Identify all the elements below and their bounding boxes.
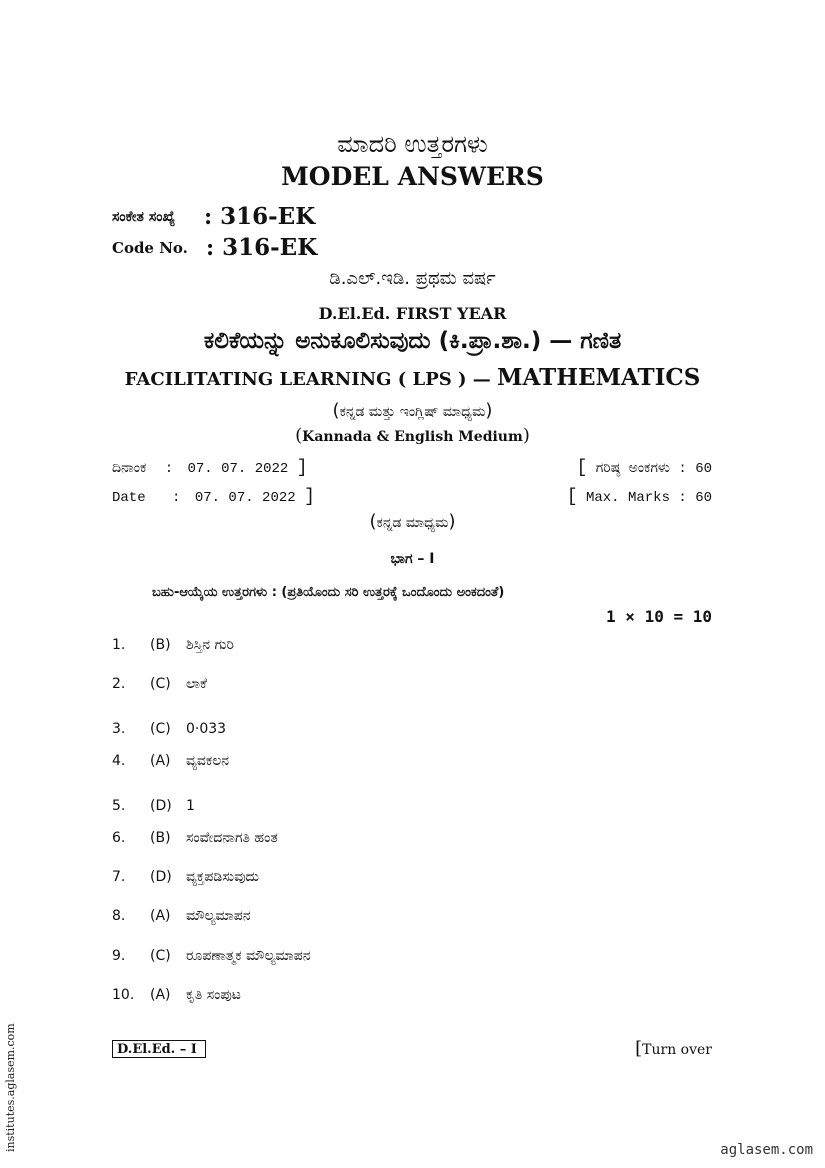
section-marks: 1 × 10 = 10 <box>606 607 712 626</box>
date-label-english: Date <box>112 490 146 506</box>
answer-row <box>112 798 195 814</box>
code-value: 316-EK <box>220 203 316 230</box>
max-marks-value: 60 <box>695 490 712 506</box>
answer-text: ವ್ಯಕ್ತಪಡಿಸುವುದು <box>186 869 259 885</box>
date-separator: : <box>172 490 181 506</box>
code-colon: : <box>204 203 213 230</box>
date-label-kannada: ದಿನಾಂಕ <box>112 461 147 477</box>
site-watermark: aglasem.com <box>720 1142 813 1158</box>
english-date: Date : 07. 07. 2022 ] <box>112 487 315 507</box>
answer-number: 8. <box>112 908 126 924</box>
answer-row <box>112 948 311 964</box>
english-subject-main: MATHEMATICS <box>497 364 701 391</box>
answer-option: (D) <box>150 798 172 814</box>
code-label-english: Code No. <box>112 238 188 257</box>
answer-row <box>112 676 207 692</box>
answer-row <box>112 987 241 1003</box>
answer-number: 1. <box>112 637 126 653</box>
answer-row <box>112 637 234 653</box>
section-medium-line: (ಕನ್ನಡ ಮಾಧ್ಯಮ) <box>369 511 456 532</box>
answer-text: ರೂಪಣಾತ್ಮಕ ಮೌಲ್ಯಮಾಪನ <box>186 948 311 964</box>
answer-row <box>112 908 251 924</box>
answer-option: (C) <box>150 948 171 964</box>
kannada-date: ದಿನಾಂಕ : 07. 07. 2022 ] <box>112 458 308 478</box>
turn-over: [Turn over <box>635 1038 712 1059</box>
answer-number: 2. <box>112 676 126 692</box>
section-instruction: ಬಹು-ಆಯ್ಕೆಯ ಉತ್ತರಗಳು : (ಪ್ರತಿಯೊಂದು ಸರಿ ಉತ್ತರಕ್ಕೆ ಒಂದೊಂದು ಅಂಕದಂತೆ) <box>152 585 505 600</box>
english-subject <box>0 364 825 391</box>
answer-number: 7. <box>112 869 126 885</box>
answer-number: 10. <box>112 987 135 1003</box>
answer-number: 3. <box>112 721 126 737</box>
english-year: D.El.Ed. FIRST YEAR <box>318 304 507 323</box>
answer-text: ಲಾಕೆ <box>186 676 207 692</box>
code-number-english <box>112 234 317 261</box>
answer-number: 5. <box>112 798 126 814</box>
part-heading: ಭಾಗ – I <box>390 551 435 567</box>
kannada-max-marks: [ ಗರಿಷ್ಠ ಅಂಕಗಳು : 60 <box>576 458 712 478</box>
kannada-title: ಮಾದರಿ ಉತ್ತರಗಳು <box>337 130 488 158</box>
date-value: 07. 07. 2022 <box>187 461 289 477</box>
answer-text: ವ್ಯವಕಲನ <box>186 753 230 769</box>
date-separator: : <box>164 461 174 477</box>
max-marks-label-kannada: ಗರಿಷ್ಠ ಅಂಕಗಳು : <box>595 461 687 477</box>
answer-number: 4. <box>112 753 126 769</box>
kannada-subject: ಕಲಿಕೆಯನ್ನು ಅನುಕೂಲಿಸುವುದು (ಕಿ.ಪ್ರಾ.ಶಾ.) — ಗಣಿತ <box>203 328 622 354</box>
answer-option: (A) <box>150 753 171 769</box>
answer-option: (B) <box>150 830 171 846</box>
max-marks-label-english: Max. Marks : <box>585 490 687 506</box>
answer-option: (A) <box>150 908 171 924</box>
answer-number: 6. <box>112 830 126 846</box>
answer-text: ಕೃತಿ ಸಂಪುಟ <box>186 987 241 1003</box>
answer-option: (B) <box>150 637 171 653</box>
kannada-year: ಡಿ.ಎಲ್.ಇಡಿ. ಪ್ರಥಮ ವರ್ಷ <box>329 268 496 289</box>
english-medium: Kannada & English Medium <box>302 429 523 445</box>
english-max-marks: [ Max. Marks : 60 <box>566 487 712 507</box>
answer-text: ಸಂವೇದನಾಗತಿ ಹಂತ <box>186 830 278 846</box>
answer-row <box>112 721 226 737</box>
kannada-medium: ಕನ್ನಡ ಮತ್ತು ಇಂಗ್ಲಿಷ್ ಮಾಧ್ಯಮ <box>339 404 486 420</box>
side-watermark: institutes.aglasem.com <box>4 1023 17 1152</box>
code-value: 316-EK <box>222 234 318 261</box>
code-number-kannada <box>112 203 315 230</box>
answer-option: (C) <box>150 676 171 692</box>
course-code-box: D.El.Ed. – I <box>112 1040 206 1058</box>
answer-option: (C) <box>150 721 171 737</box>
code-label-kannada: ಸಂಕೇತ ಸಂಖ್ಯೆ <box>112 208 176 225</box>
answer-text: 1 <box>186 798 195 814</box>
answer-row <box>112 753 229 769</box>
code-colon: : <box>206 234 215 261</box>
answer-row <box>112 830 278 846</box>
answer-row <box>112 869 259 885</box>
answer-text: ಮೌಲ್ಯಮಾಪನ <box>186 908 251 924</box>
answer-text: 0·033 <box>186 721 227 737</box>
section-medium: ಕನ್ನಡ ಮಾಧ್ಯಮ <box>376 515 449 531</box>
answer-option: (A) <box>150 987 171 1003</box>
max-marks-value: 60 <box>695 461 712 477</box>
date-value: 07. 07. 2022 <box>194 490 296 506</box>
turn-over-text: Turn over <box>642 1042 712 1058</box>
kannada-medium-line: (ಕನ್ನಡ ಮತ್ತು ಇಂಗ್ಲಿಷ್ ಮಾಧ್ಯಮ) <box>332 400 493 421</box>
answer-number: 9. <box>112 948 126 964</box>
english-subject-prefix: FACILITATING LEARNING ( LPS ) — <box>124 369 498 390</box>
answer-text: ಶಿಸ್ತಿನ ಗುರಿ <box>186 637 234 653</box>
english-title: MODEL ANSWERS <box>281 162 544 191</box>
english-medium-line: (Kannada & English Medium) <box>295 425 530 446</box>
answer-option: (D) <box>150 869 172 885</box>
